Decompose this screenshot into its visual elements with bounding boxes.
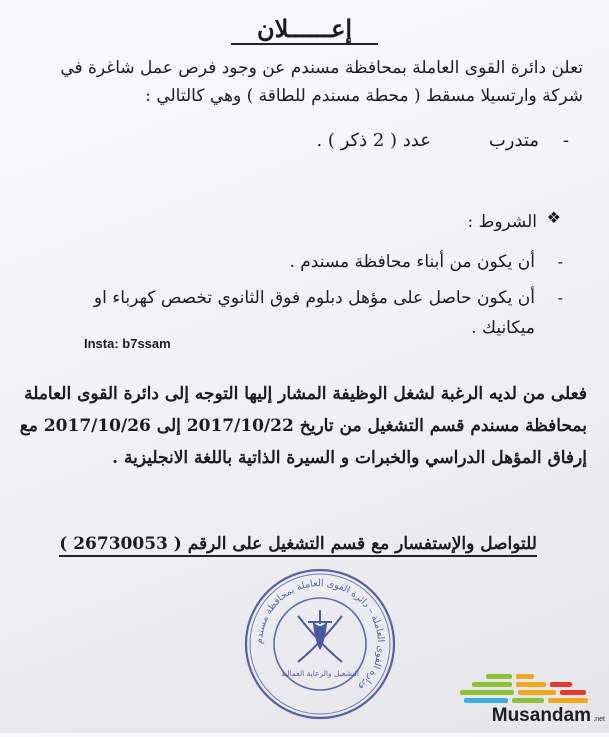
- stamp-inner-text: التشغيل والرعاية العمالية: [281, 669, 359, 678]
- condition-1: أن يكون من أبناء محافظة مسندم .: [289, 252, 535, 272]
- notice-title: إعــــــلان: [0, 14, 609, 43]
- musandam-watermark: [452, 664, 609, 733]
- ministry-stamp: [242, 566, 398, 722]
- conditions-title: الشروط :: [467, 212, 537, 232]
- watermark-text: Musandam: [491, 705, 591, 726]
- condition-1-dash: -: [557, 252, 563, 271]
- position-label: متدرب: [488, 130, 539, 151]
- condition-2-dash: -: [557, 288, 563, 307]
- stamp-outer-text: وزارة القوى العاملة – دائرة القوى العاملة بمحافظة مسندم: [253, 577, 387, 693]
- position-count: عدد ( 2 ذكر ) .: [316, 130, 431, 151]
- conditions-bullet-icon: ❖: [546, 208, 561, 227]
- condition-2-line-1: أن يكون حاصل على مؤهل دبلوم فوق الثانوي تخصص كهرباء او: [93, 288, 535, 308]
- body-line-2: بمحافظة مسندم قسم التشغيل من تاريخ 2017/10/22 إلى 2017/10/26 مع: [19, 416, 587, 436]
- body-line-3: إرفاق المؤهل الدراسي والخبرات و السيرة الذاتية باللغة الانجليزية .: [112, 448, 587, 468]
- oman-emblem-icon: [298, 610, 342, 662]
- position-dash: -: [562, 130, 569, 151]
- watermark-suffix: .net: [593, 716, 605, 723]
- intro-line-2: شركة وارتسيلا مسقط ( محطة مسندم للطاقة ) وهي كالتالي :: [145, 86, 583, 106]
- instagram-handle: Insta: b7ssam: [84, 336, 171, 351]
- contact-line: للتواصل والإستفسار مع قسم التشغيل على الرقم ( 26730053 ): [59, 534, 537, 557]
- condition-2-line-2: ميكانيك .: [471, 318, 535, 338]
- body-line-1: فعلى من لديه الرغبة لشغل الوظيفة المشار إليها التوجه إلى دائرة القوى العاملة: [24, 384, 587, 404]
- intro-line-1: تعلن دائرة القوى العاملة بمحافظة مسندم عن وجود فرص عمل شاغرة في: [60, 58, 583, 78]
